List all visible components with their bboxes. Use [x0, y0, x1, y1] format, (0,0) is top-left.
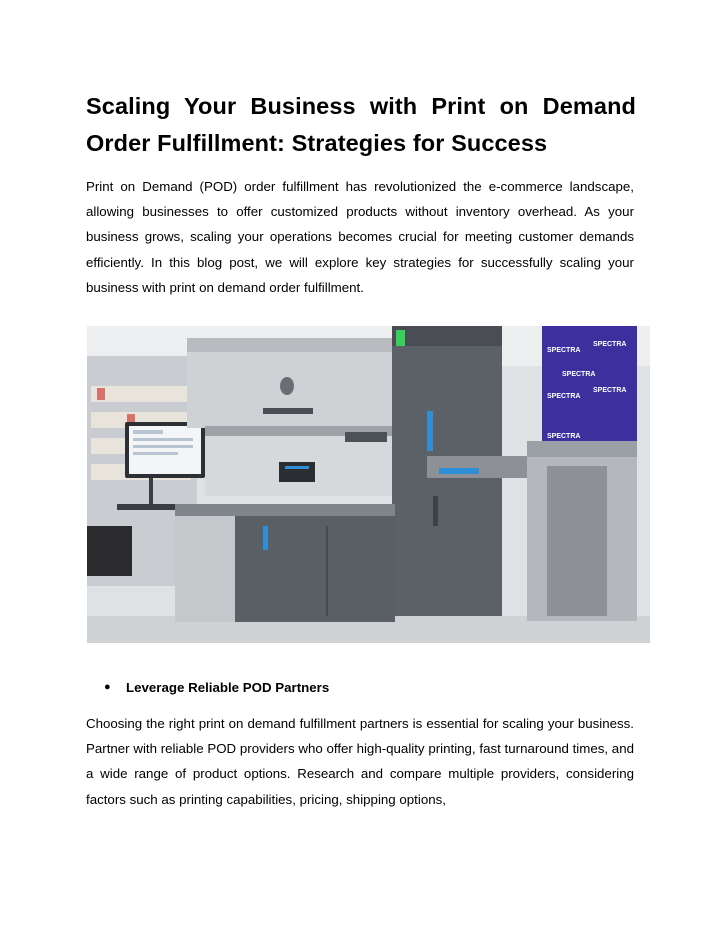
banner-logo-3: SPECTRA [562, 371, 596, 378]
banner-logo-4: SPECTRA [547, 393, 581, 400]
banner-logo-1: SPECTRA [547, 347, 581, 354]
intro-paragraph: Print on Demand (POD) order fulfillment has revolutionized the e-commerce landscape, allowing businesses to offer customized products without inventory overhead. As your business grows, scaling your operations becomes crucial for meeting customer demands efficiently. In this blog post, we will explore key strategies for successfully scaling your business with print on demand order fulfillment. [86, 179, 634, 295]
banner-logo-2: SPECTRA [593, 341, 627, 348]
section-heading: Leverage Reliable POD Partners [126, 679, 330, 695]
banner-logo-5: SPECTRA [593, 387, 627, 394]
section-heading-row [104, 677, 329, 697]
printing-press-photo [87, 326, 650, 643]
bullet-icon: ● [104, 681, 111, 693]
printing-press-illustration [87, 326, 650, 643]
section-body-paragraph: Choosing the right print on demand fulfillment partners is essential for scaling your business. Partner with reliable POD providers who offer high-quality printing, fast turnaround times, and a wide range of product options. Research and compare multiple providers, considering factors such as printing capabilities, pricing, shipping options, [86, 716, 634, 807]
article-title: Scaling Your Business with Print on Demand Order Fulfillment: Strategies for Success [86, 93, 636, 156]
banner-logo-6: SPECTRA [547, 433, 581, 440]
